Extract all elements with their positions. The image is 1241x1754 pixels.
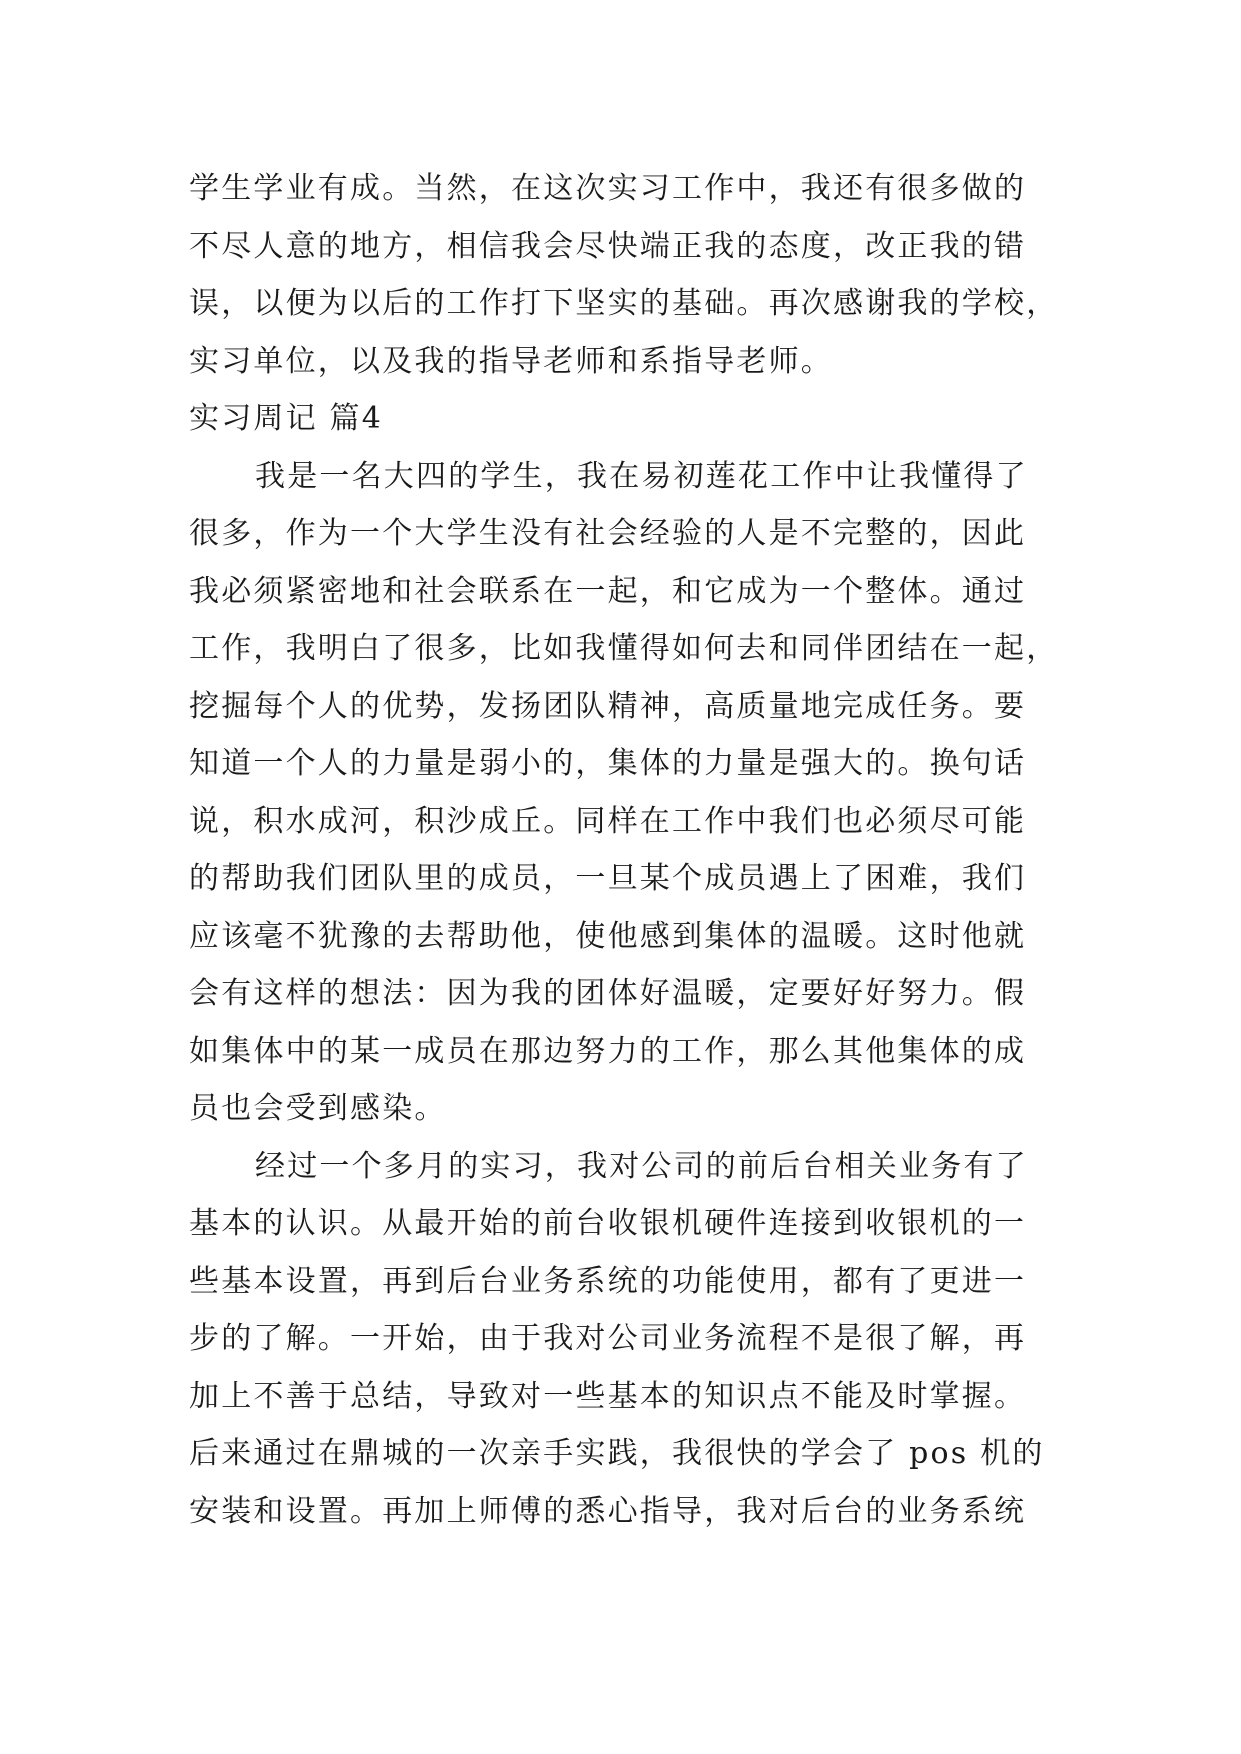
section-heading: 实习周记 篇4 [189, 401, 384, 436]
text-line: 应该毫不犹豫的去帮助他，使他感到集体的温暖。这时他就 [189, 918, 1027, 954]
text-line: 如集体中的某一成员在那边努力的工作，那么其他集体的成 [189, 1033, 1027, 1069]
text-line: 误，以便为以后的工作打下坚实的基础。再次感谢我的学校， [189, 286, 1059, 321]
text-line: 员也会受到感染。 [189, 1091, 447, 1126]
text-line: 我必须紧密地和社会联系在一起，和它成为一个整体。通过 [189, 573, 1027, 609]
paragraph-first-line: 经过一个多月的实习，我对公司的前后台相关业务有了 [255, 1148, 1028, 1184]
text-line: 安装和设置。再加上师傅的悉心指导，我对后台的业务系统 [189, 1493, 1027, 1529]
text-line: 很多，作为一个大学生没有社会经验的人是不完整的，因此 [189, 516, 1027, 551]
text-line: 不尽人意的地方，相信我会尽快端正我的态度，改正我的错 [189, 228, 1027, 264]
text-line: 加上不善于总结，导致对一些基本的知识点不能及时掌握。 [189, 1378, 1027, 1414]
text-line: 实习单位，以及我的指导老师和系指导老师。 [189, 343, 833, 379]
text-line: 的帮助我们团队里的成员，一旦某个成员遇上了困难，我们 [189, 861, 1027, 896]
text-line: 工作，我明白了很多，比如我懂得如何去和同伴团结在一起， [189, 631, 1059, 666]
text-line: 会有这样的想法：因为我的团体好温暖，定要好好努力。假 [189, 976, 1027, 1011]
text-line: 后来通过在鼎城的一次亲手实践，我很快的学会了 pos 机的 [189, 1436, 1045, 1471]
text-line: 挖掘每个人的优势，发扬团队精神，高质量地完成任务。要 [189, 688, 1027, 724]
text-line: 说，积水成河，积沙成丘。同样在工作中我们也必须尽可能 [189, 803, 1027, 839]
text-line: 步的了解。一开始，由于我对公司业务流程不是很了解，再 [189, 1321, 1027, 1356]
paragraph-first-line: 我是一名大四的学生，我在易初莲花工作中让我懂得了 [255, 458, 1028, 494]
text-line: 些基本设置，再到后台业务系统的功能使用，都有了更进一 [189, 1263, 1027, 1299]
text-line: 知道一个人的力量是弱小的，集体的力量是强大的。换句话 [189, 746, 1027, 781]
text-line: 学生学业有成。当然，在这次实习工作中，我还有很多做的 [189, 171, 1027, 206]
document-body [189, 160, 1069, 1540]
text-line: 基本的认识。从最开始的前台收银机硬件连接到收银机的一 [189, 1206, 1027, 1241]
